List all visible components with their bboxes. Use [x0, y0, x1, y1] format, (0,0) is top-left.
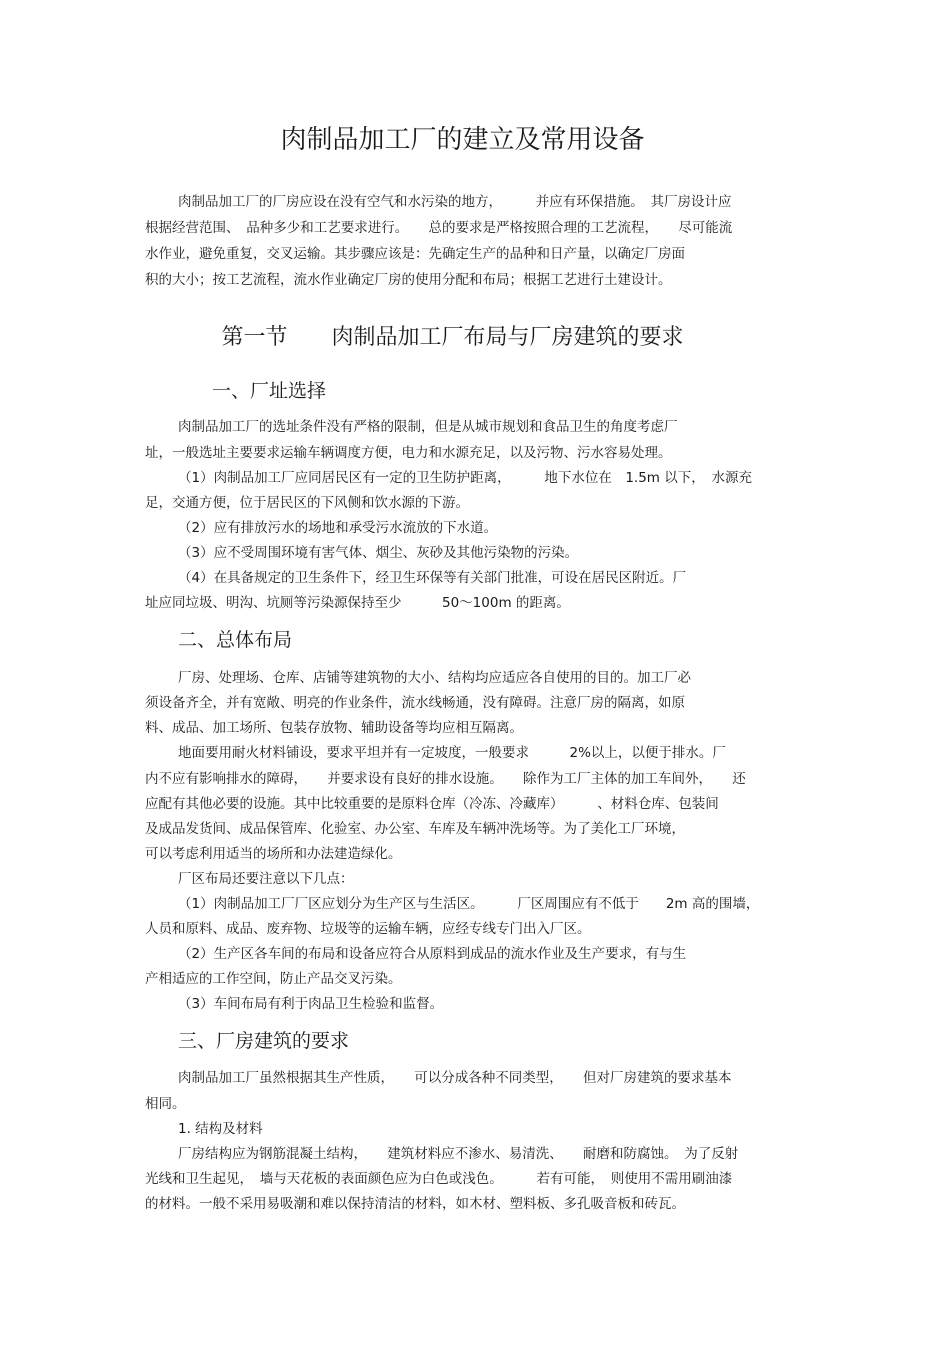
paragraph-line: （1）肉制品加工厂应同居民区有一定的卫生防护距离， 地下水位在 1.5m 以下， 水源充 — [178, 470, 752, 486]
paragraph-line: 相同。 — [145, 1096, 186, 1112]
paragraph-line: 人员和原料、成品、废弃物、垃圾等的运输车辆，应经专线专门出入厂区。 — [145, 921, 591, 937]
document-title: 肉制品加工厂的建立及常用设备 — [280, 125, 645, 155]
paragraph-line: 光线和卫生起见， 墙与天花板的表面颜色应为白色或浅色。 若有可能， 则使用不需用刷油漆 — [145, 1171, 733, 1187]
intro-line: 积的大小；按工艺流程，流水作业确定厂房的使用分配和布局；根据工艺进行土建设计。 — [145, 272, 672, 288]
paragraph-line: 地面要用耐火材料铺设，要求平坦并有一定坡度，一般要求 2%以上，以便于排水。厂 — [178, 745, 726, 761]
paragraph-line: 厂房、处理场、仓库、店铺等建筑物的大小、结构均应适应各自使用的目的。加工厂必 — [178, 670, 691, 686]
paragraph-line: （3）车间布局有利于肉品卫生检验和监督。 — [178, 996, 444, 1012]
paragraph-line: 应配有其他必要的设施。其中比较重要的是原料仓库（冷冻、冷藏库） 、材料仓库、包装间 — [145, 796, 719, 812]
paragraph-line: 址应同垃圾、明沟、坑厕等污染源保持至少 50～100m 的距离。 — [145, 595, 570, 611]
paragraph-line: （2）应有排放污水的场地和承受污水流放的下水道。 — [178, 520, 498, 536]
paragraph-line: 的材料。一般不采用易吸潮和难以保持清洁的材料，如木材、塑料板、多孔吸音板和砖瓦。 — [145, 1196, 685, 1212]
paragraph-line: 足，交通方便，位于居民区的下风侧和饮水源的下游。 — [145, 495, 469, 511]
intro-line: 根据经营范围、 品种多少和工艺要求进行。 总的要求是严格按照合理的工艺流程， 尽可能流 — [145, 220, 733, 236]
intro-line: 水作业，避免重复，交叉运输。其步骤应该是：先确定生产的品种和日产量，以确定厂房面 — [145, 246, 685, 262]
paragraph-line: （3）应不受周围环境有害气体、烟尘、灰砂及其他污染物的污染。 — [178, 545, 579, 561]
paragraph-line: 肉制品加工厂的选址条件没有严格的限制，但是从城市规划和食品卫生的角度考虑厂 — [178, 419, 678, 435]
paragraph-line: 内不应有影响排水的障碍， 并要求设有良好的排水设施。 除作为工厂主体的加工车间外， 还 — [145, 771, 746, 787]
paragraph-line: 产相适应的工作空间，防止产品交叉污染。 — [145, 971, 402, 987]
paragraph-line: 址，一般选址主要要求运输车辆调度方便，电力和水源充足，以及污物、污水容易处理。 — [145, 445, 672, 461]
paragraph-line: 料、成品、加工场所、包装存放物、辅助设备等均应相互隔离。 — [145, 720, 523, 736]
subsection-heading: 二、总体布局 — [178, 629, 293, 651]
paragraph-line: 须设备齐全，并有宽敞、明亮的作业条件，流水线畅通，没有障碍。注意厂房的隔离，如原 — [145, 695, 685, 711]
intro-line: 肉制品加工厂的厂房应设在没有空气和水污染的地方， 并应有环保措施。 其厂房设计应 — [178, 194, 732, 210]
paragraph-line: 肉制品加工厂虽然根据其生产性质， 可以分成各种不同类型， 但对厂房建筑的要求基本 — [178, 1070, 732, 1086]
paragraph-line: 厂区布局还要注意以下几点： — [178, 871, 354, 887]
subsection-heading: 三、厂房建筑的要求 — [178, 1030, 350, 1052]
paragraph-line: 1. 结构及材料 — [178, 1121, 263, 1137]
paragraph-line: （1）肉制品加工厂厂区应划分为生产区与生活区。 厂区周围应有不低于 2m 高的围墙， — [178, 896, 760, 912]
paragraph-line: 可以考虑利用适当的场所和办法建造绿化。 — [145, 846, 402, 862]
paragraph-line: 厂房结构应为钢筋混凝土结构， 建筑材料应不渗水、易清洗、 耐磨和防腐蚀。 为了反射 — [178, 1146, 739, 1162]
subsection-heading: 一、厂址选择 — [212, 380, 327, 402]
paragraph-line: 及成品发货间、成品保管库、化验室、办公室、车库及车辆冲洗场等。为了美化工厂环境， — [145, 821, 685, 837]
paragraph-line: （2）生产区各车间的布局和设备应符合从原料到成品的流水作业及生产要求，有与生 — [178, 946, 687, 962]
paragraph-line: （4）在具备规定的卫生条件下，经卫生环保等有关部门批准，可设在居民区附近。厂 — [178, 570, 687, 586]
section-title: 第一节 肉制品加工厂布局与厂房建筑的要求 — [221, 325, 684, 350]
